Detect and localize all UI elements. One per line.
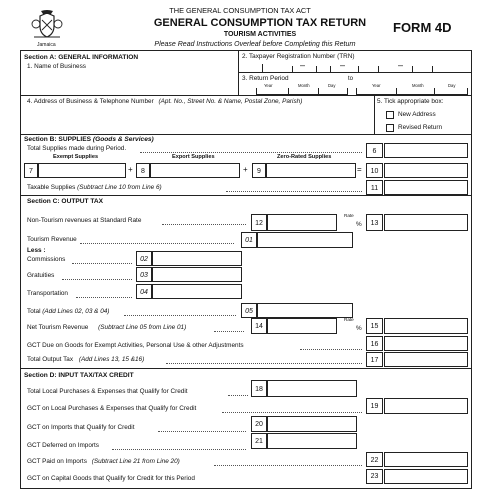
address-label: 4. Address of Business & Telephone Number (Apt. No., Street No. & Name, Postal Zone, Parish): [27, 98, 303, 105]
line-16-input[interactable]: [384, 336, 468, 351]
line-11-input[interactable]: [384, 180, 468, 195]
line-12-number: 12: [251, 214, 267, 231]
line-20-input[interactable]: [267, 416, 357, 432]
page-title: GENERAL CONSUMPTION TAX RETURN: [153, 17, 367, 29]
gct-paid-imports-label: GCT Paid on Imports (Subtract Line 21 from Line 20): [27, 458, 180, 465]
line-04-input[interactable]: [152, 284, 242, 299]
gct-imports-label: GCT on Imports that Qualify for Credit: [27, 424, 135, 431]
section-c-title: Section C: OUTPUT TAX: [27, 198, 104, 205]
form-number: FORM 4D: [393, 20, 452, 35]
total-output-label: Total Output Tax (Add Lines 13, 15 &16): [27, 356, 145, 363]
gct-due-label: GCT Due on Goods for Exempt Activities, Personal Use & other Adjustments: [27, 342, 244, 349]
gct-deferred-label: GCT Deferred on Imports: [27, 442, 99, 449]
line-03-input[interactable]: [152, 267, 242, 282]
section-d-title: Section D: INPUT TAX/TAX CREDIT: [24, 372, 134, 379]
trn-input[interactable]: – – –: [262, 62, 468, 72]
zero-rated-supplies-label: Zero-Rated Supplies: [277, 154, 332, 160]
emblem-caption: Jamaica: [37, 42, 56, 48]
line-13-input[interactable]: [384, 214, 468, 231]
line-21-input[interactable]: [267, 433, 357, 449]
line-22-number: 22: [366, 452, 383, 467]
act-title: THE GENERAL CONSUMPTION TAX ACT: [169, 6, 311, 15]
line-10-input[interactable]: [384, 163, 468, 178]
tick-label: 5. Tick appropriate box:: [377, 98, 444, 105]
line-01-number: 01: [241, 232, 257, 248]
line-10-number: 10: [366, 163, 383, 178]
line-9-number: 9: [252, 163, 266, 178]
commissions-label: Commissions: [27, 256, 66, 263]
new-address-label: New Address: [398, 111, 436, 118]
line-05-number: 05: [241, 303, 257, 318]
local-purchases-label: Total Local Purchases & Expenses that Qualify for Credit: [27, 388, 188, 395]
line-02-number: 02: [136, 251, 152, 266]
exempt-supplies-label: Exempt Supplies: [53, 154, 99, 160]
section-b-title: Section B: SUPPLIES (Goods & Services): [24, 136, 154, 143]
line-11-number: 11: [366, 180, 383, 195]
line-18-input[interactable]: [267, 380, 357, 397]
line-23-number: 23: [366, 469, 383, 484]
gct-local-label: GCT on Local Purchases & Expenses that Qualify for Credit: [27, 405, 197, 412]
line-05-input[interactable]: [257, 303, 353, 318]
revised-return-label: Revised Return: [398, 124, 443, 131]
line-14-number: 14: [251, 318, 267, 334]
line-16-number: 16: [366, 336, 383, 351]
line-6-number: 6: [366, 143, 383, 158]
tourism-revenue-label: Tourism Revenue: [27, 236, 77, 243]
gct-capital-label: GCT on Capital Goods that Qualify for Credit for this Period: [27, 475, 195, 482]
line-13-number: 13: [366, 214, 383, 231]
line-6-input[interactable]: [384, 143, 468, 158]
total-label: Total (Add Lines 02, 03 & 04): [27, 308, 110, 315]
line-23-input[interactable]: [384, 469, 468, 484]
new-address-checkbox[interactable]: [386, 111, 394, 119]
line-22-input[interactable]: [384, 452, 468, 467]
return-period-label: 3. Return Period: [242, 75, 289, 82]
less-label: Less :: [27, 247, 46, 254]
export-supplies-label: Export Supplies: [172, 154, 215, 160]
business-name-label: 1. Name of Business: [27, 63, 86, 70]
line-8-number: 8: [136, 163, 150, 178]
line-18-number: 18: [251, 380, 267, 397]
line-21-number: 21: [251, 433, 267, 449]
section-a-title: Section A: GENERAL INFORMATION: [24, 54, 139, 61]
business-name-field[interactable]: [24, 72, 234, 92]
line-01-input[interactable]: [257, 232, 353, 248]
line-7-input[interactable]: [38, 163, 126, 178]
line-7-number: 7: [24, 163, 38, 178]
line-19-number: 19: [366, 398, 383, 414]
line-8-input[interactable]: [150, 163, 240, 178]
page-subtitle: TOURISM ACTIVITIES: [223, 31, 297, 38]
line-17-number: 17: [366, 352, 383, 367]
line-12-input[interactable]: [267, 214, 337, 231]
line-17-input[interactable]: [384, 352, 468, 367]
line-02-input[interactable]: [152, 251, 242, 266]
line-04-number: 04: [136, 284, 152, 299]
trn-label: 2. Taxpayer Registration Number (TRN): [242, 53, 355, 60]
taxable-supplies-label: Taxable Supplies (Subtract Line 10 from Line 6): [27, 184, 162, 191]
net-tourism-label: Net Tourism Revenue (Subtract Line 05 from Line 01): [27, 324, 187, 331]
line-20-number: 20: [251, 416, 267, 432]
total-supplies-label: Total Supplies made during Period.: [27, 145, 127, 152]
instructions-note: Please Read Instructions Overleaf before Completing this Return: [154, 41, 356, 48]
period-to-input[interactable]: Year Month Day: [356, 84, 468, 94]
line-03-number: 03: [136, 267, 152, 282]
non-tourism-label: Non-Tourism revenues at Standard Rate: [27, 217, 142, 224]
revised-return-checkbox[interactable]: [386, 124, 394, 132]
line-9-input[interactable]: [266, 163, 356, 178]
address-field[interactable]: [24, 108, 370, 132]
gratuities-label: Gratuities: [27, 272, 55, 279]
line-19-input[interactable]: [384, 398, 468, 414]
line-15-input[interactable]: [384, 318, 468, 334]
transportation-label: Transportation: [27, 290, 68, 297]
period-to-label: to: [348, 76, 354, 82]
line-15-number: 15: [366, 318, 383, 334]
period-from-input[interactable]: Year Month Day: [256, 84, 348, 94]
line-14-input[interactable]: [267, 318, 337, 334]
